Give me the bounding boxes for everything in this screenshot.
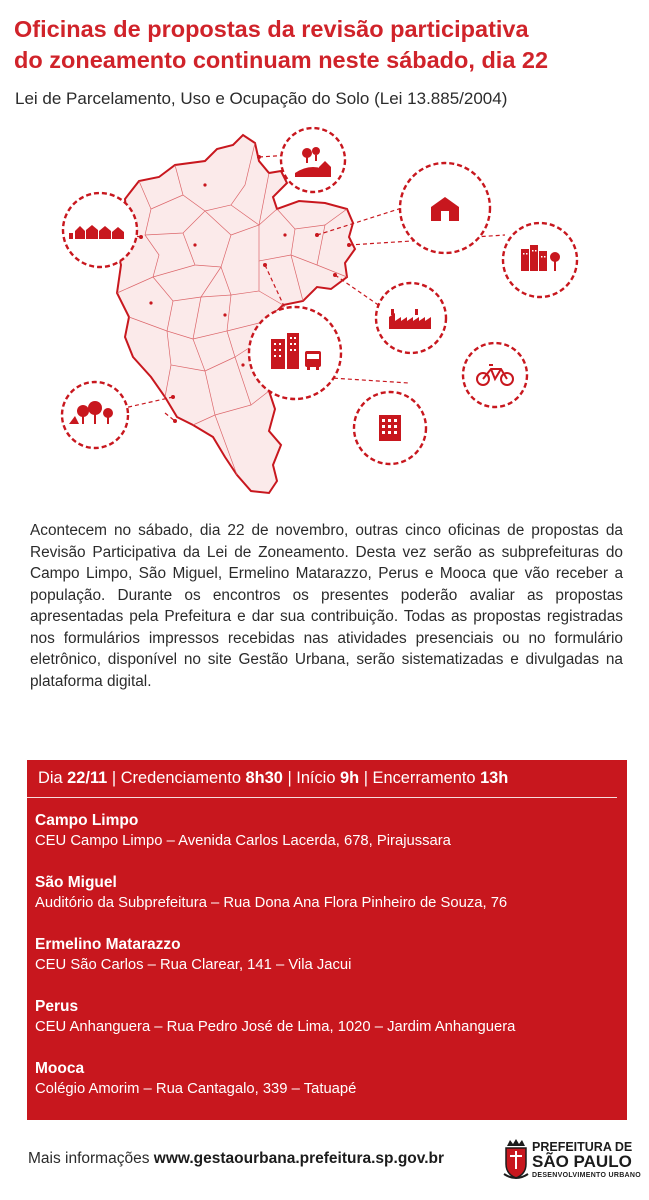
day-label: Dia bbox=[38, 769, 63, 787]
logo-text-line-1: PREFEITURA DE bbox=[532, 1140, 633, 1154]
schedule-box bbox=[27, 760, 627, 1120]
venue-item bbox=[35, 997, 627, 1059]
headline-line-2: do zoneamento continuam neste sábado, dia 22 bbox=[14, 47, 549, 73]
prefeitura-logo bbox=[502, 1138, 642, 1186]
venue-name: Ermelino Matarazzo bbox=[35, 936, 181, 953]
start-time: 9h bbox=[340, 769, 360, 787]
headline bbox=[14, 14, 639, 76]
venue-address: Auditório da Subprefeitura – Rua Dona Ana Flora Pinheiro de Souza, 76 bbox=[35, 895, 508, 911]
schedule-header bbox=[27, 760, 617, 798]
logo-text-line-2: SÃO PAULO bbox=[532, 1152, 632, 1171]
venue-name: Campo Limpo bbox=[35, 812, 139, 829]
footer-label: Mais informações bbox=[28, 1150, 150, 1167]
venue-address: Colégio Amorim – Rua Cantagalo, 339 – Tatuapé bbox=[35, 1081, 357, 1097]
accreditation-label: Credenciamento bbox=[120, 769, 241, 787]
footer-url-link[interactable]: www.gestaourbana.prefeitura.sp.gov.br bbox=[153, 1150, 445, 1167]
venue-item bbox=[35, 811, 627, 873]
accreditation-time: 8h30 bbox=[245, 769, 283, 787]
venue-item bbox=[35, 1059, 627, 1121]
zoning-map-illustration bbox=[55, 125, 595, 500]
logo-text-line-3: DESENVOLVIMENTO URBANO bbox=[532, 1172, 642, 1179]
coat-of-arms-icon bbox=[502, 1138, 530, 1182]
venue-address: CEU São Carlos – Rua Clarear, 141 – Vila Jacui bbox=[35, 957, 352, 973]
article-body: Acontecem no sábado, dia 22 de novembro, outras cinco oficinas de propostas da Revisão Participativa da Lei de Zoneamento. Desta vez serão as subprefeituras do Campo Limpo, São Miguel, Ermelino Matarazzo, Perus e Mooca que vão receber a população. Durante os encontros os presentes poderão avaliar as propostas apresentadas pela Prefeitura e dar sua contribuição. Todas as propostas registradas nos formulários impressos recebidas nas atividades presenciais ou no formulário eletrônico, disponível no site Gestão Urbana, serão sistematizadas e divulgadas na plataforma digital. bbox=[30, 522, 623, 690]
footer-info bbox=[28, 1150, 444, 1168]
separator: | bbox=[363, 769, 368, 787]
end-label: Encerramento bbox=[372, 769, 476, 787]
venue-address: CEU Anhanguera – Rua Pedro José de Lima, 1020 – Jardim Anhanguera bbox=[35, 1019, 516, 1035]
venue-name: Mooca bbox=[35, 1060, 85, 1077]
venue-name: São Miguel bbox=[35, 874, 117, 891]
venue-name: Perus bbox=[35, 998, 79, 1015]
day-value: 22/11 bbox=[67, 769, 108, 787]
venue-address: CEU Campo Limpo – Avenida Carlos Lacerda, 678, Pirajussara bbox=[35, 833, 451, 849]
start-label: Início bbox=[296, 769, 336, 787]
subtitle: Lei de Parcelamento, Uso e Ocupação do Solo (Lei 13.885/2004) bbox=[15, 89, 508, 108]
separator: | bbox=[111, 769, 117, 787]
venue-item bbox=[35, 935, 627, 997]
end-time: 13h bbox=[480, 769, 509, 787]
headline-line-1: Oficinas de propostas da revisão participativa bbox=[14, 16, 529, 42]
building-icon bbox=[379, 415, 401, 441]
venue-item bbox=[35, 873, 627, 935]
venue-list bbox=[27, 798, 627, 1121]
separator: | bbox=[287, 769, 292, 787]
